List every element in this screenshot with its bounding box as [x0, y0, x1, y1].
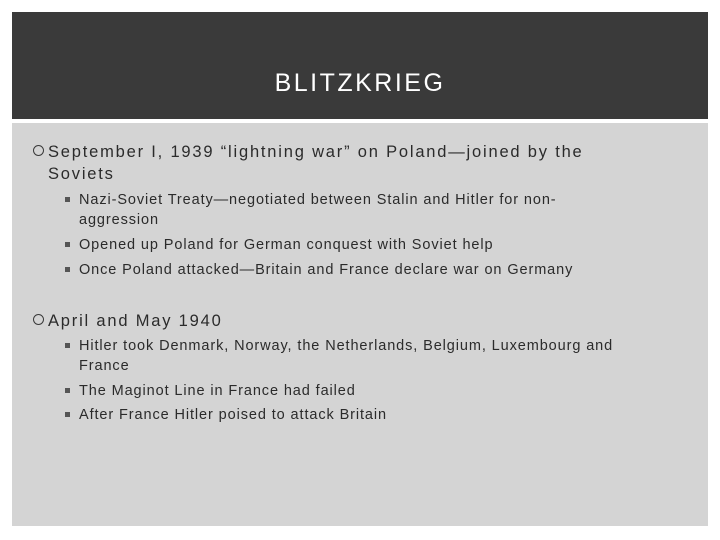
slide-title: BLITZKRIEG	[274, 69, 446, 97]
list-item-line: France	[79, 358, 130, 374]
list-item	[79, 190, 699, 230]
list-item	[79, 235, 699, 255]
list-item-line: Opened up Poland for German conquest with Soviet help	[79, 237, 494, 253]
square-bullet-icon	[65, 197, 70, 202]
list-item-line: The Maginot Line in France had failed	[79, 383, 356, 399]
list-item-line: Hitler took Denmark, Norway, the Netherlands, Belgium, Luxembourg and	[79, 338, 614, 354]
list-item-line: Once Poland attacked—Britain and France declare war on Germany	[79, 262, 574, 278]
square-bullet-icon	[65, 412, 70, 417]
section-heading-line: April and May 1940	[48, 312, 223, 330]
slide-header	[12, 12, 708, 119]
section-heading-line: Soviets	[48, 165, 115, 183]
circle-bullet-icon	[33, 145, 44, 156]
list-item-line: After France Hitler poised to attack Britain	[79, 407, 387, 423]
circle-bullet-icon	[33, 314, 44, 325]
section-heading-line: September I, 1939 “lightning war” on Poland—joined by the	[48, 143, 584, 161]
list-item	[79, 381, 699, 401]
list-item	[79, 260, 699, 280]
square-bullet-icon	[65, 242, 70, 247]
square-bullet-icon	[65, 343, 70, 348]
list-item-line: aggression	[79, 212, 159, 228]
square-bullet-icon	[65, 388, 70, 393]
square-bullet-icon	[65, 267, 70, 272]
list-item	[79, 336, 699, 376]
list-item-line: Nazi-Soviet Treaty—negotiated between Stalin and Hitler for non-	[79, 192, 557, 208]
list-item	[79, 405, 699, 425]
